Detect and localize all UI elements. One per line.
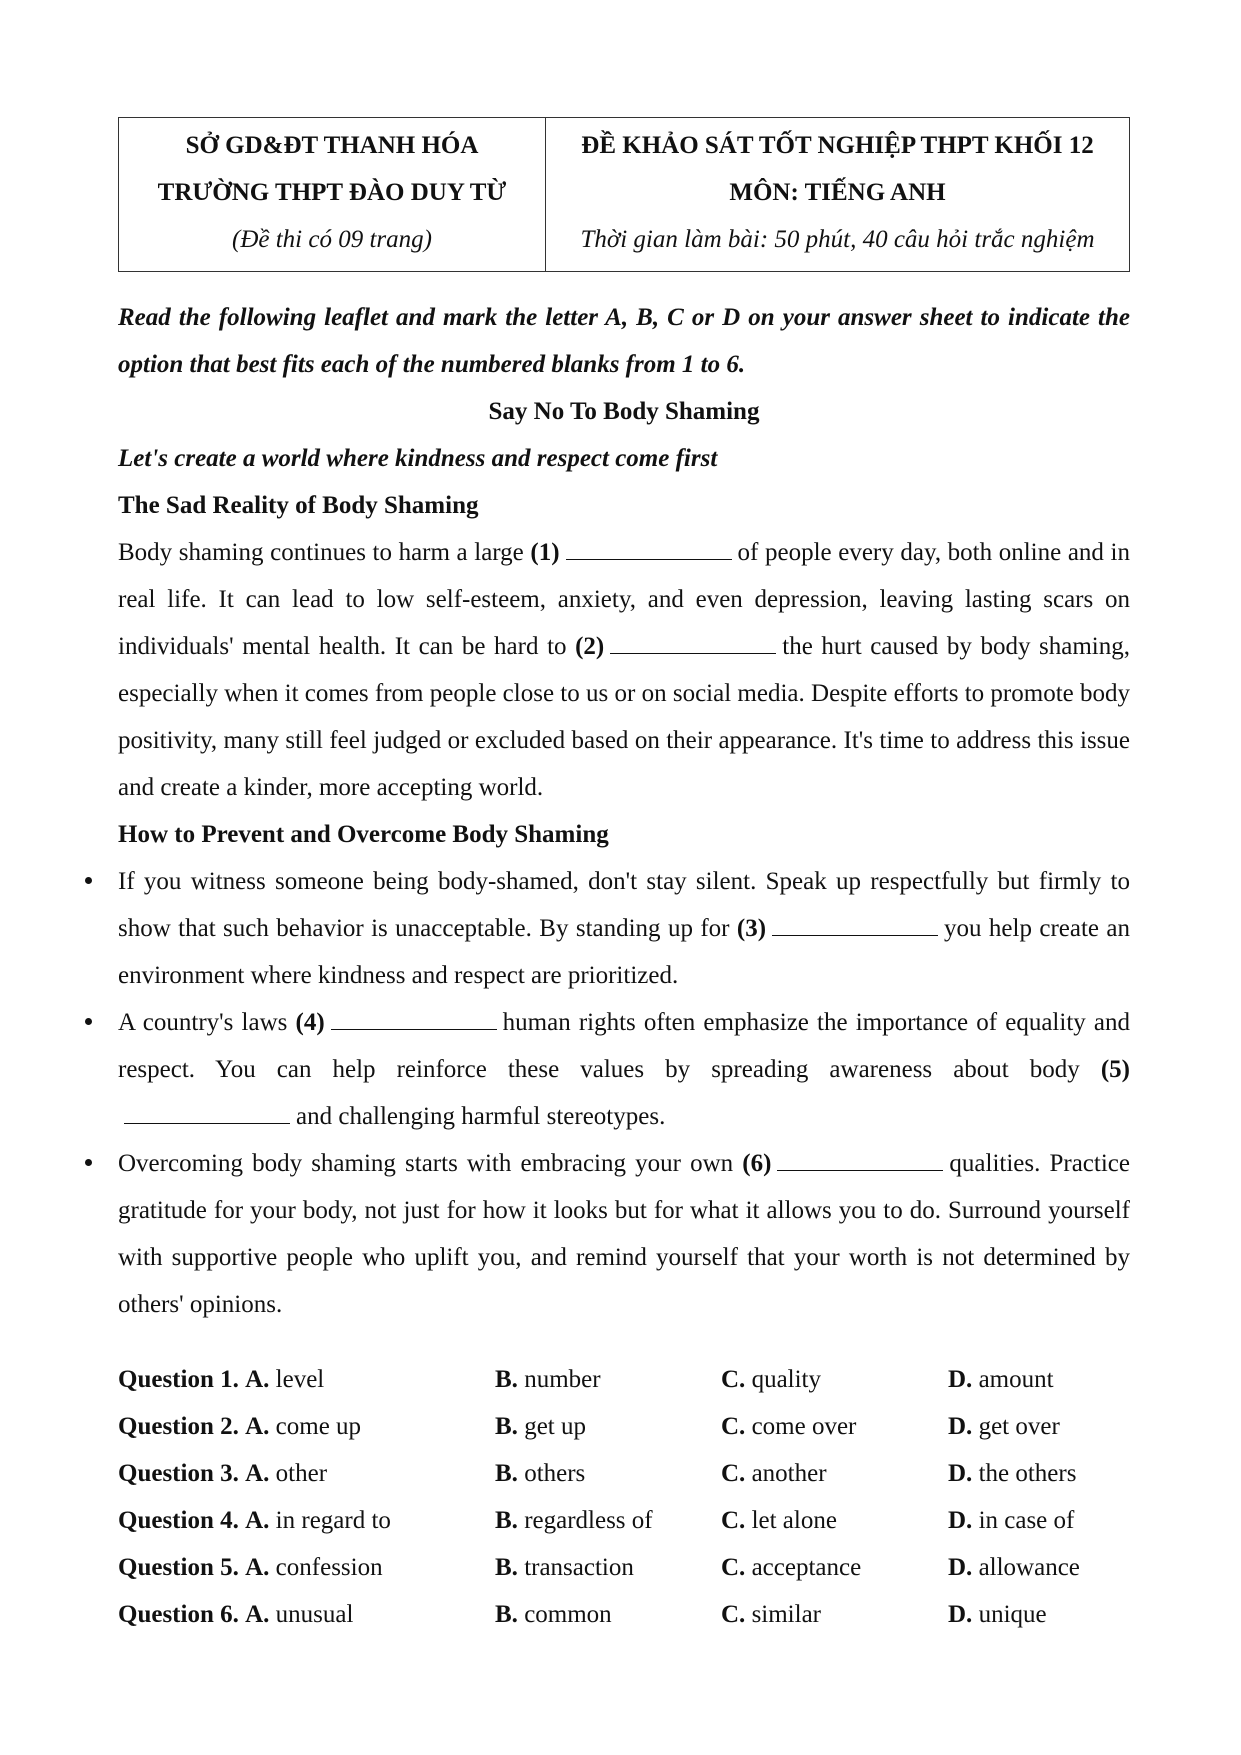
list-item-text: Overcoming body shaming starts with embracing your own (118, 1150, 734, 1177)
answer-option[interactable] (118, 1591, 495, 1638)
exam-page (118, 117, 1130, 1638)
leaflet-title: Say No To Body Shaming (488, 398, 760, 425)
option-letter: B. (495, 1460, 518, 1487)
list-item (118, 999, 1130, 1140)
option-text: acceptance (751, 1554, 862, 1581)
option-letter: A. (245, 1413, 270, 1440)
question-row (118, 1356, 1130, 1403)
leaflet-subtitle: Let's create a world where kindness and respect come first (118, 445, 718, 472)
option-letter: D. (948, 1601, 973, 1628)
section-heading-prevent: How to Prevent and Overcome Body Shaming (118, 821, 609, 848)
list-item (118, 1140, 1130, 1328)
option-letter: A. (245, 1460, 270, 1487)
question-label: Question 2. (118, 1413, 239, 1440)
answer-option[interactable] (495, 1591, 721, 1638)
answer-option[interactable] (495, 1356, 721, 1403)
question-row (118, 1497, 1130, 1544)
paragraph-sad-reality (118, 529, 1130, 811)
option-text: similar (751, 1601, 821, 1628)
option-letter: C. (721, 1601, 746, 1628)
option-text: quality (751, 1366, 821, 1393)
tips-list (118, 858, 1130, 1328)
answer-option[interactable] (495, 1497, 721, 1544)
bullet-icon (85, 1018, 92, 1025)
option-letter: C. (721, 1554, 746, 1581)
question-row (118, 1450, 1130, 1497)
answer-option[interactable] (721, 1544, 948, 1591)
option-text: in regard to (275, 1507, 391, 1534)
option-text: get over (978, 1413, 1060, 1440)
option-text: regardless of (524, 1507, 653, 1534)
list-item-text: you help create an environment where kindness and respect are prioritized. (118, 915, 1131, 989)
question-label: Question 5. (118, 1554, 239, 1581)
answer-option[interactable] (948, 1450, 1130, 1497)
list-item-text: and challenging harmful stereotypes. (296, 1103, 666, 1130)
option-letter: D. (948, 1413, 973, 1440)
answer-option[interactable] (495, 1544, 721, 1591)
option-text: the others (978, 1460, 1077, 1487)
option-text: come over (751, 1413, 857, 1440)
option-letter: A. (245, 1601, 270, 1628)
option-text: confession (275, 1554, 383, 1581)
blank-number-1: (1) (530, 539, 560, 566)
answer-option[interactable] (721, 1356, 948, 1403)
blank-3 (772, 913, 938, 936)
answer-option[interactable] (118, 1497, 495, 1544)
option-text: let alone (751, 1507, 837, 1534)
paragraph-text: the hurt caused by body shaming, especially when it comes from people close to us or on social media. Despite efforts to promote body positivity, many still feel judged or excluded based on their appearance. It's time to address this issue and create a kinder, more accepting world. (118, 633, 1130, 801)
exam-info-cell (546, 118, 1130, 272)
paragraph-text: of people every day, both online and in real life. It can lead to low self-esteem, anxiety, and even depression, leaving lasting scars on individuals' mental health. It can be hard to (118, 539, 1130, 660)
option-letter: C. (721, 1507, 746, 1534)
answer-option[interactable] (948, 1591, 1130, 1638)
option-letter: B. (495, 1366, 518, 1393)
exam-header-table (118, 117, 1130, 272)
option-text: get up (524, 1413, 586, 1440)
blank-number-2: (2) (575, 633, 605, 660)
questions-block (118, 1356, 1130, 1638)
option-text: level (275, 1366, 325, 1393)
option-text: come up (275, 1413, 362, 1440)
blank-number-6: (6) (742, 1150, 772, 1177)
blank-6 (777, 1148, 943, 1171)
question-label: Question 3. (118, 1460, 239, 1487)
section-heading-sad-reality: The Sad Reality of Body Shaming (118, 492, 479, 519)
option-text: allowance (978, 1554, 1080, 1581)
blank-2 (610, 631, 776, 654)
answer-option[interactable] (721, 1497, 948, 1544)
paragraph-text: Body shaming continues to harm a large (118, 539, 524, 566)
list-item-text: human rights often emphasize the importance of equality and respect. You can help reinforce these values by spreading awareness about body (118, 1009, 1130, 1083)
department-name: SỞ GD&ĐT THANH HÓA (185, 132, 479, 159)
instruction-text: Read the following leaflet and mark the letter A, B, C or D on your answer sheet to indicate the option that best fits each of the numbered blanks from 1 to 6. (118, 304, 1130, 378)
blank-number-3: (3) (736, 915, 767, 942)
option-letter: A. (245, 1366, 270, 1393)
answer-option[interactable] (495, 1403, 721, 1450)
option-text: transaction (524, 1554, 634, 1581)
list-item-text: A country's laws (118, 1009, 288, 1036)
option-text: amount (978, 1366, 1054, 1393)
answer-option[interactable] (721, 1591, 948, 1638)
answer-option[interactable] (118, 1544, 495, 1591)
blank-1 (566, 537, 732, 560)
option-letter: D. (948, 1554, 973, 1581)
option-text: number (524, 1366, 601, 1393)
school-name: TRƯỜNG THPT ĐÀO DUY TỪ (157, 179, 507, 206)
answer-option[interactable] (948, 1403, 1130, 1450)
page-count-note: (Đề thi có 09 trang) (232, 226, 432, 253)
question-label: Question 6. (118, 1601, 239, 1628)
answer-option[interactable] (118, 1356, 495, 1403)
list-item (118, 858, 1130, 999)
option-text: other (275, 1460, 328, 1487)
option-text: unique (978, 1601, 1047, 1628)
option-text: unusual (275, 1601, 354, 1628)
question-label: Question 4. (118, 1507, 239, 1534)
option-letter: C. (721, 1413, 746, 1440)
option-text: others (524, 1460, 586, 1487)
option-letter: D. (948, 1507, 973, 1534)
option-letter: C. (721, 1460, 746, 1487)
answer-option[interactable] (118, 1450, 495, 1497)
school-info-cell (119, 118, 546, 272)
answer-option[interactable] (495, 1450, 721, 1497)
question-label: Question 1. (118, 1366, 239, 1393)
bullet-icon (85, 1159, 92, 1166)
blank-number-4: (4) (295, 1009, 325, 1036)
answer-option[interactable] (948, 1497, 1130, 1544)
option-letter: B. (495, 1507, 518, 1534)
option-letter: C. (721, 1366, 746, 1393)
option-letter: B. (495, 1413, 518, 1440)
blank-number-5: (5) (1100, 1056, 1130, 1083)
bullet-icon (85, 877, 92, 884)
list-item-text: If you witness someone being body-shamed, don't stay silent. Speak up respectfully but firmly to show that such behavior is unacceptable. By standing up for (118, 868, 1130, 942)
option-letter: B. (495, 1554, 518, 1581)
time-note: Thời gian làm bài: 50 phút, 40 câu hỏi trắc nghiệm (580, 226, 1095, 253)
blank-5 (124, 1101, 290, 1124)
option-letter: A. (245, 1507, 270, 1534)
answer-option[interactable] (118, 1403, 495, 1450)
option-text: another (751, 1460, 827, 1487)
option-letter: D. (948, 1366, 973, 1393)
question-row (118, 1544, 1130, 1591)
answer-option[interactable] (721, 1450, 948, 1497)
option-text: common (524, 1601, 612, 1628)
list-item-text: qualities. Practice gratitude for your body, not just for how it looks but for what it allows you to do. Surround yourself with supportive people who uplift you, and remind yourself that your worth is not determined by others' opinions. (118, 1150, 1130, 1318)
question-row (118, 1591, 1130, 1638)
question-row (118, 1403, 1130, 1450)
option-letter: B. (495, 1601, 518, 1628)
answer-option[interactable] (948, 1356, 1130, 1403)
option-letter: D. (948, 1460, 973, 1487)
answer-option[interactable] (721, 1403, 948, 1450)
option-letter: A. (245, 1554, 270, 1581)
answer-option[interactable] (948, 1544, 1130, 1591)
subject-name: MÔN: TIẾNG ANH (729, 179, 946, 206)
blank-4 (331, 1007, 497, 1030)
option-text: in case of (978, 1507, 1075, 1534)
exam-title: ĐỀ KHẢO SÁT TỐT NGHIỆP THPT KHỐI 12 (581, 132, 1094, 159)
